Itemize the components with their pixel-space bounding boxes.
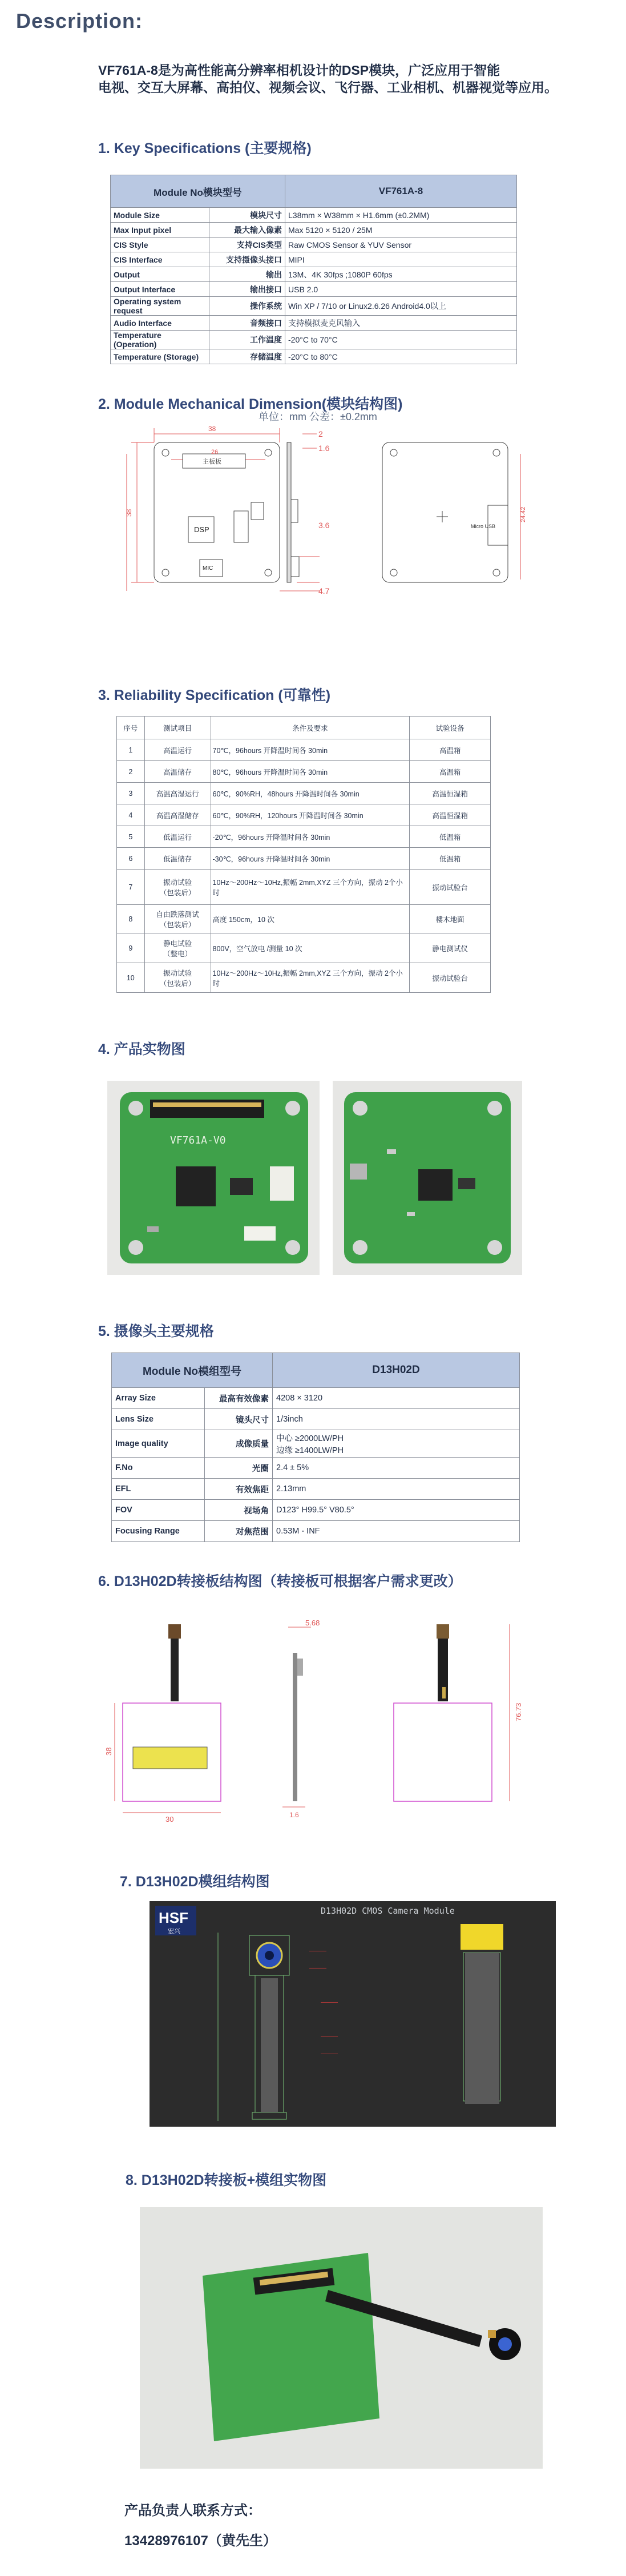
reliability-cell: 3	[117, 783, 145, 804]
svg-text:———: ———	[321, 2051, 338, 2057]
camera-spec-cell: Array Size	[112, 1388, 205, 1409]
reliability-cell: 高温高湿储存	[144, 804, 211, 826]
reliability-cell: 低温箱	[410, 848, 491, 870]
svg-text:24.42: 24.42	[520, 506, 527, 522]
table-row	[112, 1500, 520, 1521]
table-row	[117, 826, 491, 848]
camera-spec-cell: 2.13mm	[273, 1479, 520, 1500]
table-row	[117, 761, 491, 783]
table-row	[111, 297, 517, 316]
svg-text:4.7: 4.7	[318, 586, 330, 595]
reliability-cell: 低温运行	[144, 826, 211, 848]
section-heading-camera-spec: 5. 摄像头主要规格	[98, 1323, 214, 1339]
reliability-cell: 10	[117, 963, 145, 993]
camera-spec-cell: Image quality	[112, 1430, 205, 1458]
spec-header-left: Module No模块型号	[111, 175, 285, 208]
table-row	[117, 870, 491, 905]
camera-spec-cell: 2.4 ± 5%	[273, 1458, 520, 1479]
spec-cell: 工作温度	[209, 331, 285, 349]
reliability-cell: 10Hz～200Hz～10Hz,振幅 2mm,XYZ 三个方向，振动 2个小时	[211, 963, 410, 993]
spec-cell: USB 2.0	[285, 282, 517, 297]
cad-logo: HSF	[159, 1909, 188, 1926]
spec-cell: 支持CIS类型	[209, 238, 285, 252]
spec-cell: Audio Interface	[111, 316, 209, 331]
camera-spec-cell: 1/3inch	[273, 1409, 520, 1430]
section-heading-reliability: 3. Reliability Specification (可靠性)	[98, 687, 331, 703]
table-row	[111, 331, 517, 349]
camera-spec-cell: 4208 × 3120	[273, 1388, 520, 1409]
svg-text:1.6: 1.6	[318, 444, 330, 453]
spec-cell: 最大输入像素	[209, 223, 285, 238]
spec-cell: 模块尺寸	[209, 208, 285, 223]
table-row	[111, 316, 517, 331]
reliability-cell: 高度 150cm，10 次	[211, 905, 410, 933]
table-row	[111, 349, 517, 364]
reliability-cell: 6	[117, 848, 145, 870]
spec-cell: CIS Interface	[111, 252, 209, 267]
reliability-cell: 800V，空气放电 /测量 10 次	[211, 933, 410, 963]
svg-text:DSP: DSP	[194, 525, 209, 534]
svg-text:———: ———	[321, 2034, 338, 2040]
key-spec-table	[110, 175, 517, 364]
reliability-cell: 高温高湿运行	[144, 783, 211, 804]
svg-text:MIC: MIC	[203, 565, 213, 571]
table-row	[111, 223, 517, 238]
board-silk-label: VF761A-V0	[170, 1134, 226, 1146]
contact-phone[interactable]: 13428976107（黄先生）	[124, 2533, 277, 2549]
cam-header-right: D13H02D	[273, 1353, 520, 1388]
table-row	[112, 1458, 520, 1479]
cad-logo-sub: 宏兴	[168, 1928, 180, 1935]
table-row	[111, 282, 517, 297]
spec-cell: Temperature (Storage)	[111, 349, 209, 364]
reliability-cell: 低温箱	[410, 826, 491, 848]
camera-spec-cell: 0.53M - INF	[273, 1521, 520, 1542]
board-front-photo	[107, 1081, 320, 1275]
reliability-cell: 2	[117, 761, 145, 783]
reliability-cell: 振动试验 （包装后）	[144, 963, 211, 993]
section-heading-mechanical: 2. Module Mechanical Dimension(模块结构图)	[98, 396, 403, 412]
reliability-cell: 1	[117, 739, 145, 761]
section-heading-photos: 4. 产品实物图	[98, 1041, 185, 1057]
table-row	[117, 905, 491, 933]
reliability-cell: 80℃，96hours 开降温时间各 30min	[211, 761, 410, 783]
table-row	[112, 1430, 520, 1458]
spec-cell: 输出接口	[209, 282, 285, 297]
table-row	[111, 267, 517, 282]
table-row	[117, 848, 491, 870]
spec-cell: Module Size	[111, 208, 209, 223]
intro-first-line: VF761A-8是为高性能高分辨率相机设计的DSP模块，广泛应用于智能	[98, 63, 500, 78]
section-heading-module-photo: 8. D13H02D转接板+模组实物图	[126, 2172, 327, 2188]
svg-text:76.73: 76.73	[514, 1702, 523, 1721]
spec-cell: Output Interface	[111, 282, 209, 297]
spec-cell: Max 5120 × 5120 / 25M	[285, 223, 517, 238]
spec-header-right: VF761A-8	[285, 175, 517, 208]
spec-cell: 输出	[209, 267, 285, 282]
reliability-cell: -30℃，96hours 开降温时间各 30min	[211, 848, 410, 870]
rel-header-item: 测试项目	[144, 717, 211, 739]
reliability-cell: 4	[117, 804, 145, 826]
table-row	[117, 739, 491, 761]
reliability-cell: 9	[117, 933, 145, 963]
reliability-cell: 自由跌落测试 （包装后）	[144, 905, 211, 933]
cam-header-left: Module No模组型号	[112, 1353, 273, 1388]
spec-cell: Output	[111, 267, 209, 282]
table-row	[117, 783, 491, 804]
svg-text:1.6: 1.6	[289, 1811, 299, 1819]
svg-text:Micro USB: Micro USB	[471, 524, 496, 529]
spec-cell: L38mm × W38mm × H1.6mm (±0.2MM)	[285, 208, 517, 223]
camera-spec-cell: EFL	[112, 1479, 205, 1500]
table-row	[111, 238, 517, 252]
table-row	[111, 252, 517, 267]
camera-spec-cell: 最高有效像素	[205, 1388, 273, 1409]
reliability-cell: -20℃，96hours 开降温时间各 30min	[211, 826, 410, 848]
reliability-cell: 7	[117, 870, 145, 905]
spec-cell: Max Input pixel	[111, 223, 209, 238]
reliability-cell: 70℃，96hours 开降温时间各 30min	[211, 739, 410, 761]
camera-spec-cell: Lens Size	[112, 1409, 205, 1430]
spec-cell: 支持模拟麦克风输入	[285, 316, 517, 331]
spec-cell: 音频接口	[209, 316, 285, 331]
camera-spec-cell: 光圈	[205, 1458, 273, 1479]
table-row	[111, 208, 517, 223]
table-row	[117, 963, 491, 993]
camera-spec-cell: Focusing Range	[112, 1521, 205, 1542]
rel-header-no: 序号	[117, 717, 145, 739]
svg-text:30: 30	[165, 1815, 174, 1824]
section-heading-adapter-drawing: 6. D13H02D转接板结构图（转接板可根据客户需求更改）	[98, 1573, 462, 1589]
camera-spec-cell: 有效焦距	[205, 1479, 273, 1500]
table-row	[112, 1409, 520, 1430]
spec-cell: 存储温度	[209, 349, 285, 364]
reliability-cell: 振动试验台	[410, 963, 491, 993]
camera-spec-cell: F.No	[112, 1458, 205, 1479]
board-back-photo	[333, 1081, 522, 1275]
spec-cell: -20°C to 70°C	[285, 331, 517, 349]
reliability-cell: 低温储存	[144, 848, 211, 870]
table-header-row	[112, 1353, 520, 1388]
svg-text:38: 38	[208, 425, 216, 433]
reliability-cell: 60℃，90%RH，120hours 开降温时间各 30min	[211, 804, 410, 826]
table-row	[117, 933, 491, 963]
reliability-cell: 高温恒湿箱	[410, 804, 491, 826]
spec-cell: Win XP / 7/10 or Linux2.6.26 Android4.0以上	[285, 297, 517, 316]
camera-spec-cell: 中心 ≥2000LW/PH 边缘 ≥1400LW/PH	[273, 1430, 520, 1458]
spec-cell: Operating system request	[111, 297, 209, 316]
reliability-cell: 高温运行	[144, 739, 211, 761]
spec-cell: Temperature (Operation)	[111, 331, 209, 349]
reliability-cell: 静电测试仪	[410, 933, 491, 963]
svg-text:38: 38	[125, 509, 133, 517]
reliability-cell: 振动试验 （包装后）	[144, 870, 211, 905]
reliability-cell: 静电试验 （整电）	[144, 933, 211, 963]
svg-text:主板板: 主板板	[203, 458, 221, 465]
camera-spec-table	[111, 1353, 520, 1542]
camera-spec-cell: 成像质量	[205, 1430, 273, 1458]
reliability-cell: 樓木地面	[410, 905, 491, 933]
table-row	[112, 1521, 520, 1542]
spec-cell: 13M、4K 30fps ;1080P 60fps	[285, 267, 517, 282]
spec-cell: 支持摄像头接口	[209, 252, 285, 267]
unit-label: 单位：mm 公差：±0.2mm	[259, 411, 377, 422]
table-header-row	[111, 175, 517, 208]
spec-cell: CIS Style	[111, 238, 209, 252]
table-row	[112, 1388, 520, 1409]
table-row	[112, 1479, 520, 1500]
table-row	[117, 804, 491, 826]
svg-text:5.68: 5.68	[305, 1619, 320, 1627]
svg-text:———: ———	[321, 1999, 338, 2006]
intro-rest: 电视、交互大屏幕、高拍仪、视频会议、飞行器、工业相机、机器视觉等应用。	[98, 80, 558, 95]
reliability-cell: 60℃，90%RH，48hours 开降温时间各 30min	[211, 783, 410, 804]
svg-text:38: 38	[104, 1747, 113, 1756]
camera-spec-cell: D123° H99.5° V80.5°	[273, 1500, 520, 1521]
rel-header-equip: 试验设备	[410, 717, 491, 739]
section-heading-key-specs: 1. Key Specifications (主要规格)	[98, 140, 312, 156]
reliability-cell: 10Hz～200Hz～10Hz,振幅 2mm,XYZ 三个方向，振动 2个小时	[211, 870, 410, 905]
rel-header-cond: 条件及要求	[211, 717, 410, 739]
camera-spec-cell: FOV	[112, 1500, 205, 1521]
svg-text:26: 26	[211, 449, 219, 456]
svg-text:———: ———	[309, 1948, 326, 1954]
table-header-row	[117, 717, 491, 739]
reliability-cell: 高温储存	[144, 761, 211, 783]
reliability-cell: 高温箱	[410, 761, 491, 783]
camera-spec-cell: 镜头尺寸	[205, 1409, 273, 1430]
spec-cell: -20°C to 80°C	[285, 349, 517, 364]
camera-spec-cell: 视场角	[205, 1500, 273, 1521]
reliability-table	[116, 716, 491, 993]
adapter-module-photo	[140, 2207, 543, 2469]
section-heading-module-drawing: 7. D13H02D模组结构图	[120, 1874, 270, 1890]
spec-cell: Raw CMOS Sensor & YUV Sensor	[285, 238, 517, 252]
reliability-cell: 5	[117, 826, 145, 848]
spec-cell: 操作系统	[209, 297, 285, 316]
module-cad-drawing	[150, 1901, 556, 2127]
contact-label: 产品负责人联系方式：	[124, 2503, 261, 2518]
mechanical-drawing	[114, 420, 536, 648]
reliability-cell: 8	[117, 905, 145, 933]
cad-title: D13H02D CMOS Camera Module	[321, 1906, 455, 1916]
spec-cell: MIPI	[285, 252, 517, 267]
description-title: Description:	[16, 9, 143, 33]
svg-text:3.6: 3.6	[318, 521, 330, 530]
svg-text:———: ———	[309, 1965, 326, 1971]
reliability-cell: 振动试验台	[410, 870, 491, 905]
reliability-cell: 高温箱	[410, 739, 491, 761]
intro-paragraph	[98, 62, 583, 96]
svg-text:2: 2	[318, 429, 323, 438]
adapter-board-drawing	[104, 1619, 556, 1853]
reliability-cell: 高温恒湿箱	[410, 783, 491, 804]
camera-spec-cell: 对焦范围	[205, 1521, 273, 1542]
